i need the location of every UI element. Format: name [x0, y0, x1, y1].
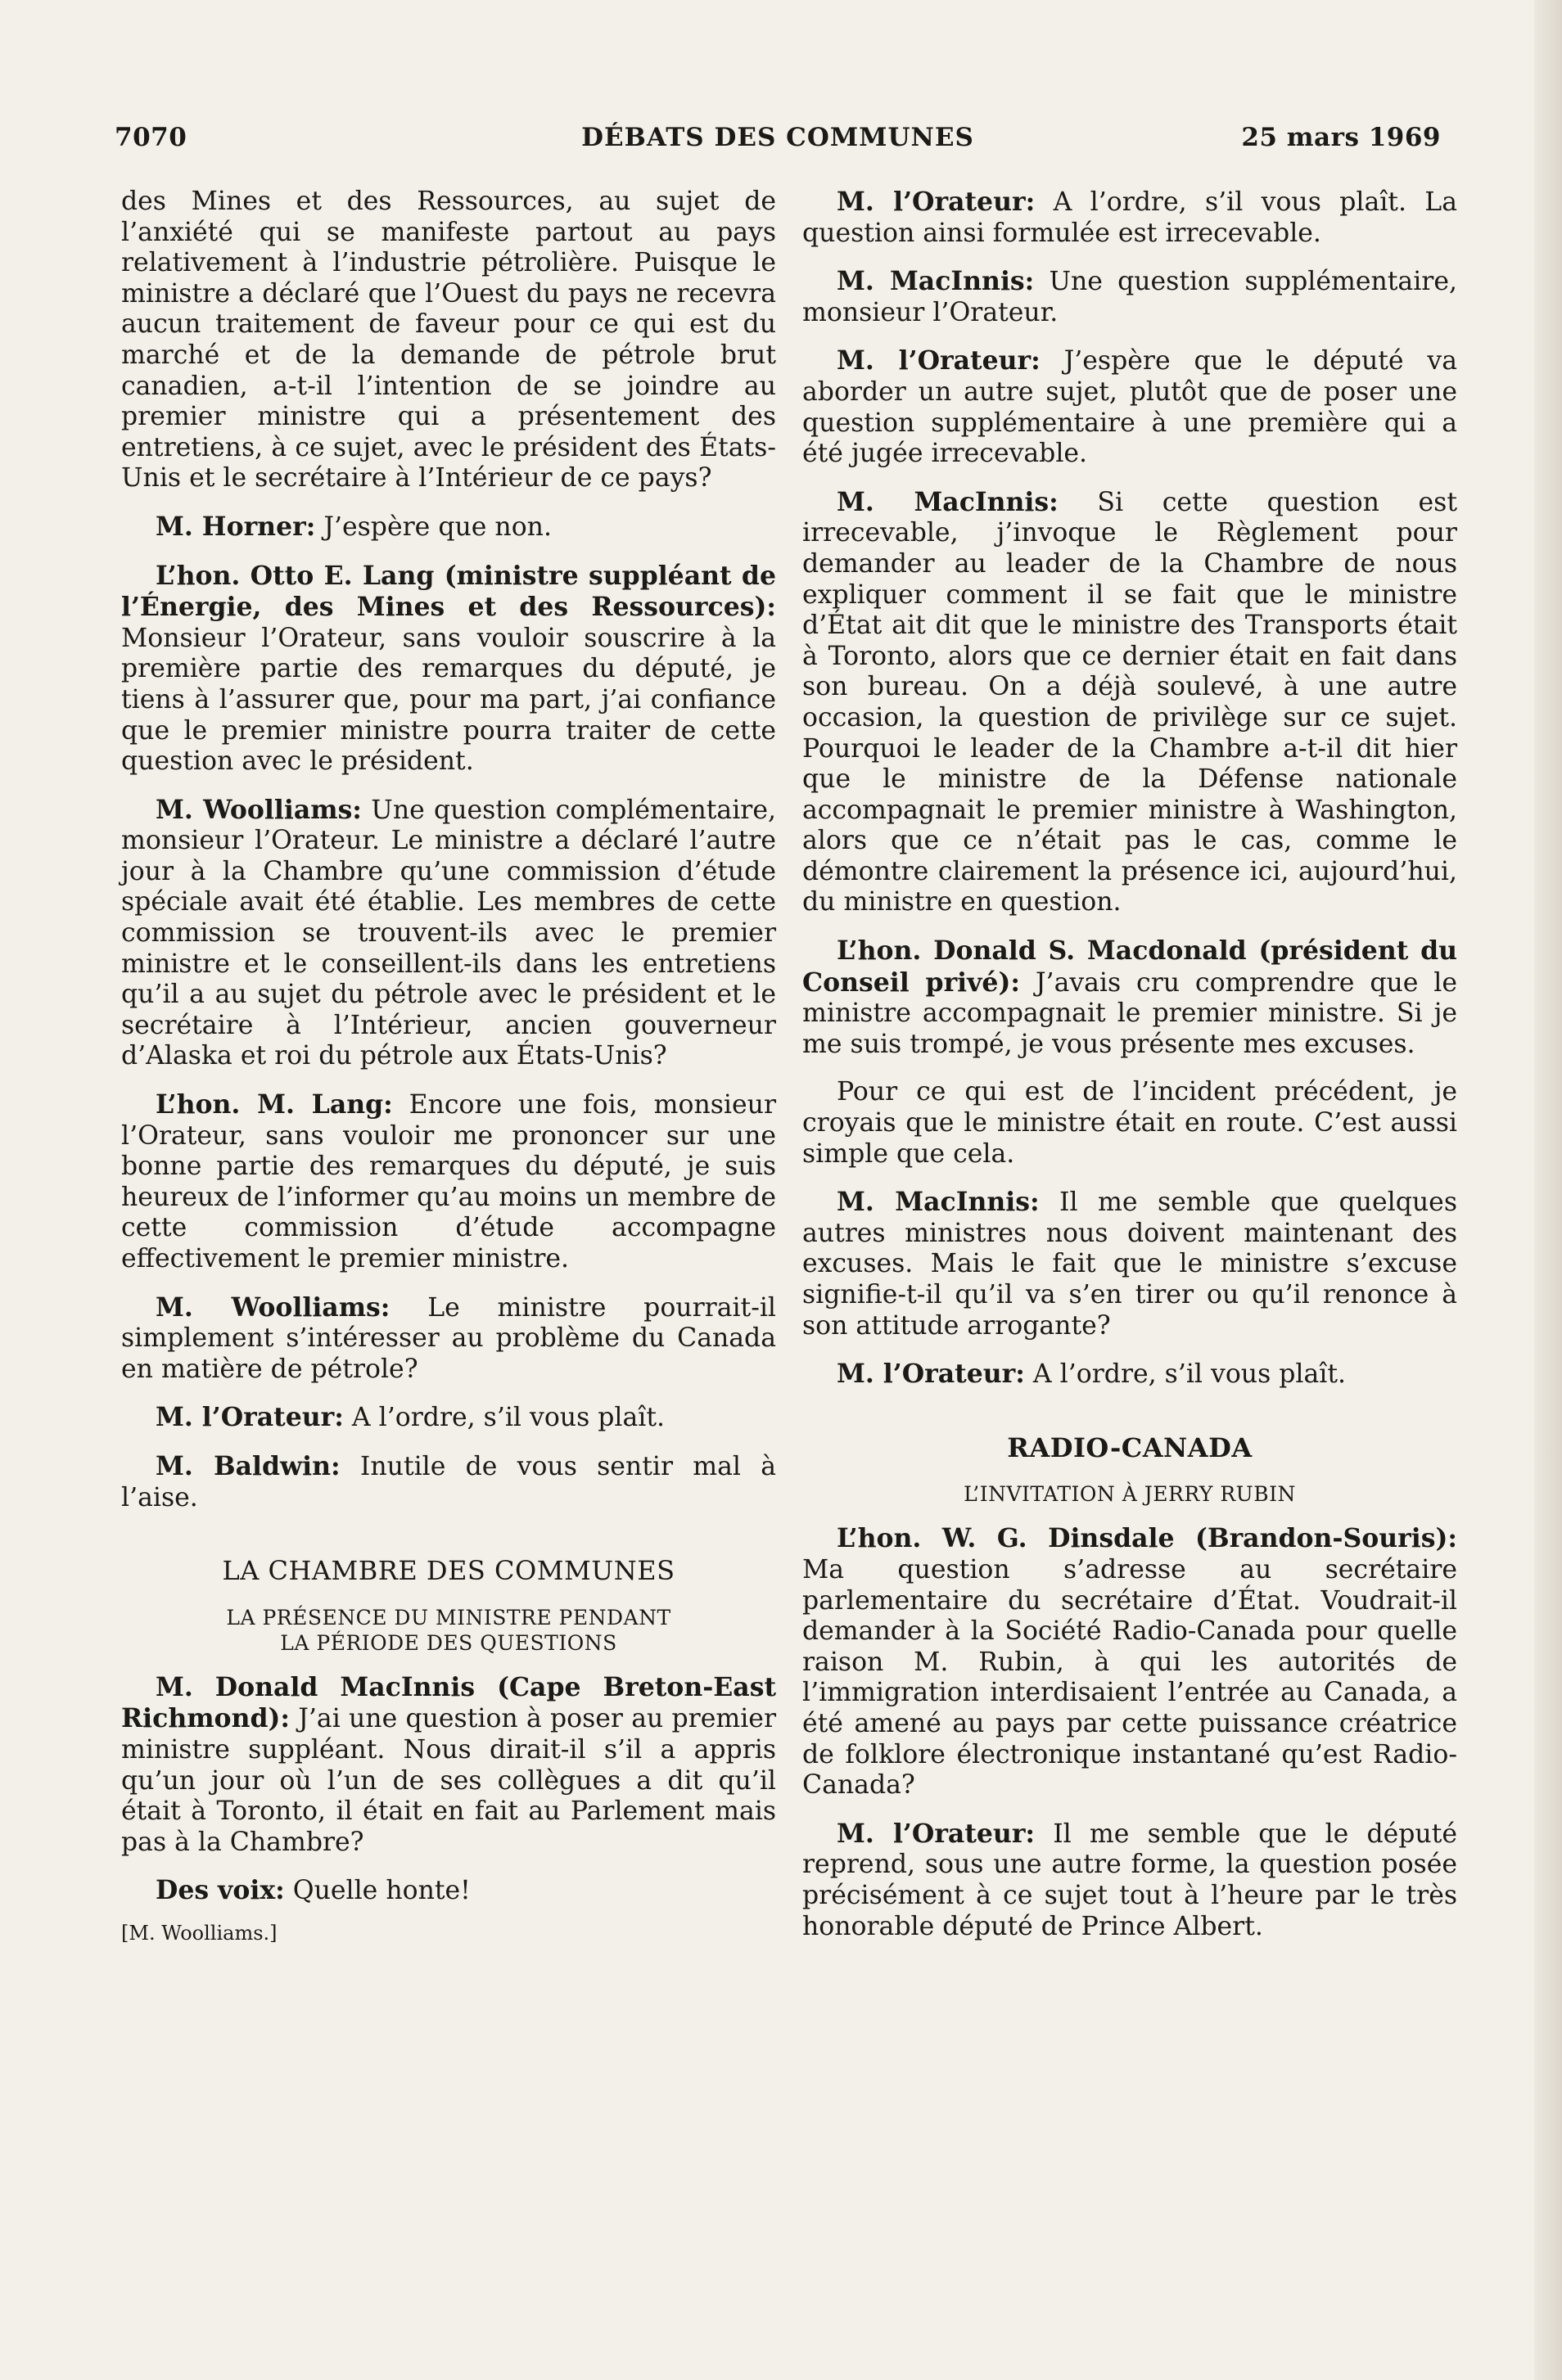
speech-text: A l’ordre, s’il vous plaît. [1032, 1359, 1347, 1390]
speaker: M. l’Orateur: [156, 1402, 344, 1433]
section-heading: RADIO-CANADA [1007, 1431, 1253, 1463]
speaker: M. Baldwin: [156, 1450, 341, 1481]
speech-text: A l’ordre, s’il vous plaît. [351, 1403, 666, 1433]
speech-text: Il me semble que le député reprend, sous une autre forme, la question posée précisément à ce sujet tout à l’heure par le très honorable député de Prince Albert. [802, 1819, 1457, 1941]
speaker: M. Woolliams: [156, 1291, 390, 1323]
speech-text: J’ai une question à poser au premier ministre suppléant. Nous dirait-il s’il a appris qu’un jour où l’un de ses collègues a dit qu’il était à Toronto, il était en fait au Parlement mais pas à la Chambre? [121, 1704, 777, 1857]
page-number: 7070 [115, 123, 187, 152]
speaker: M. l’Orateur: [837, 1818, 1036, 1849]
speaker: L’hon. Otto E. Lang (ministre suppléant de l’Énergie, des Mines et des Ressources): [121, 560, 776, 623]
speaker: M. l’Orateur: [837, 187, 1036, 217]
paragraph [121, 1402, 776, 1434]
paragraph [121, 561, 776, 778]
section-subheading [121, 1605, 776, 1656]
speaker: M. Donald MacInnis (Cape Breton-East Richmond): [121, 1671, 776, 1734]
speech-text: J’espère que non. [323, 512, 552, 542]
paragraph [121, 1451, 776, 1513]
paragraph [802, 1523, 1457, 1801]
speaker: L’hon. W. G. Dinsdale (Brandon-Souris): [837, 1523, 1457, 1554]
paragraph [802, 1359, 1457, 1391]
speech-text: Une question complémentaire, monsieur l’Orateur. Le ministre a déclaré l’autre jour à la Chambre qu’une commission d’étude spéciale avait été établie. Les membres de cette commission se trouvent-ils avec le premier ministre et le conseillent-ils dans les entretiens qu’il a au sujet du pétrole avec le président et le secrétaire à l’Intérieur, ancien gouverneur d’Alaska et roi du pétrole aux États-Unis? [121, 795, 776, 1071]
paragraph: Pour ce qui est de l’incident précédent, je croyais que le ministre était en route. C’est aussi simple que cela. [802, 1077, 1457, 1169]
footnote: [M. Woolliams.] [121, 1921, 278, 1945]
speaker: M. MacInnis: [837, 266, 1035, 297]
paragraph [802, 345, 1457, 469]
speech-text: Monsieur l’Orateur, sans vouloir souscrire à la première partie des remarques du député, je tiens à l’assurer que, pour ma part, j’ai confiance que le premier ministre pourra traiter de cette question avec le président. [121, 623, 776, 777]
paragraph [802, 935, 1457, 1060]
speech-text: Une question supplémentaire, monsieur l’Orateur. [802, 267, 1457, 327]
paragraph [802, 1187, 1457, 1341]
paragraph [121, 512, 776, 543]
speaker: Des voix: [156, 1875, 285, 1906]
speech-text: A l’ordre, s’il vous plaît. La question ainsi formulée est irrecevable. [802, 187, 1457, 248]
speech-text: Quelle honte! [292, 1876, 471, 1906]
paragraph [121, 1875, 776, 1907]
paragraph [121, 795, 776, 1072]
page-header [115, 123, 1441, 164]
speaker: M. Horner: [156, 511, 316, 542]
speech-text: Il me semble que quelques autres ministres nous doivent maintenant des excuses. Mais le fait que le ministre s’excuse signifie-t-il qu’il va s’en tirer ou qu’il renonce à son attitude arrogante? [802, 1188, 1457, 1341]
speech-text: J’espère que le député va aborder un autre sujet, plutôt que de poser une question supplémentaire à une première qui a été jugée irrecevable. [802, 346, 1458, 469]
speaker: M. MacInnis: [837, 486, 1059, 517]
speaker: L’hon. Donald S. Macdonald (président du Conseil privé): [802, 935, 1457, 998]
speech-text: Ma question s’adresse au secrétaire parlementaire du secrétaire d’État. Voudrait-il demander à la Société Radio-Canada pour quelle raison M. Rubin, à qui les autorités de l’immigration interdisaient l’entrée au Canada, a été amené au pays par cette puissance créatrice de folklore électronique instantané qu’est Radio-Canada? [802, 1554, 1457, 1801]
paragraph [802, 266, 1457, 328]
paragraph [802, 487, 1457, 918]
speech-text: Encore une fois, monsieur l’Orateur, sans vouloir me prononcer sur une bonne partie des remarques du député, je suis heureux de l’informer qu’au moins un membre de cette commission d’étude accompagne effectivement le premier ministre. [121, 1090, 776, 1273]
paragraph [121, 1672, 776, 1859]
section-heading: LA CHAMBRE DES COMMUNES [222, 1555, 675, 1587]
paragraph [802, 1819, 1457, 1942]
right-column [802, 187, 1457, 1959]
subheading-line: LA PÉRIODE DES QUESTIONS [280, 1630, 617, 1655]
issue-date: 25 mars 1969 [1241, 123, 1441, 152]
speaker: L’hon. M. Lang: [156, 1089, 393, 1120]
speaker: M. Woolliams: [156, 794, 362, 825]
journal-title: DÉBATS DES COMMUNES [581, 123, 974, 152]
subheading-line: LA PRÉSENCE DU MINISTRE PENDANT [226, 1605, 671, 1629]
paragraph [121, 1089, 776, 1275]
speaker: M. l’Orateur: [837, 345, 1041, 376]
speech-text: Le ministre pourrait-il simplement s’intéresser au problème du Canada en matière de pétrole? [121, 1292, 776, 1384]
speaker: M. MacInnis: [837, 1187, 1040, 1218]
section-subheading: L’INVITATION À JERRY RUBIN [964, 1482, 1296, 1507]
speaker: M. l’Orateur: [837, 1359, 1025, 1390]
left-column [121, 187, 776, 1945]
paragraph: des Mines et des Ressources, au sujet de l’anxiété qui se manifeste partout au pays relativement à l’industrie pétrolière. Puisque le ministre a déclaré que l’Ouest du pays ne recevra aucun traitement de faveur pour ce qui est du marché et de la demande de pétrole brut canadien, a-t-il l’intention de se joindre au premier ministre qui a présentement des entretiens, à ce sujet, avec le président des États-Unis et le secrétaire à l’Intérieur de ce pays? [121, 187, 776, 494]
paragraph [121, 1292, 776, 1386]
speech-text: J’avais cru comprendre que le ministre accompagnait le premier ministre. Si je me suis trompé, je vous présente mes excuses. [802, 967, 1458, 1059]
speech-text: Inutile de vous sentir mal à l’aise. [121, 1451, 776, 1512]
speech-text: Si cette question est irrecevable, j’invoque le Règlement pour demander au leader de la Chambre de nous expliquer comment il se fait que le ministre d’État ait dit que le ministre des Transports était à Toronto, alors que ce dernier était en fait dans son bureau. On a déjà soulevé, à une autre occasion, la question de privilège sur ce sujet. Pourquoi le leader de la Chambre a-t-il dit hier que le ministre de la Défense nationale accompagnait le premier ministre à Washington, alors que ce n’était pas le cas, comme le démontre clairement la présence ici, aujourd’hui, du ministre en question. [802, 487, 1457, 917]
paragraph [802, 187, 1457, 249]
